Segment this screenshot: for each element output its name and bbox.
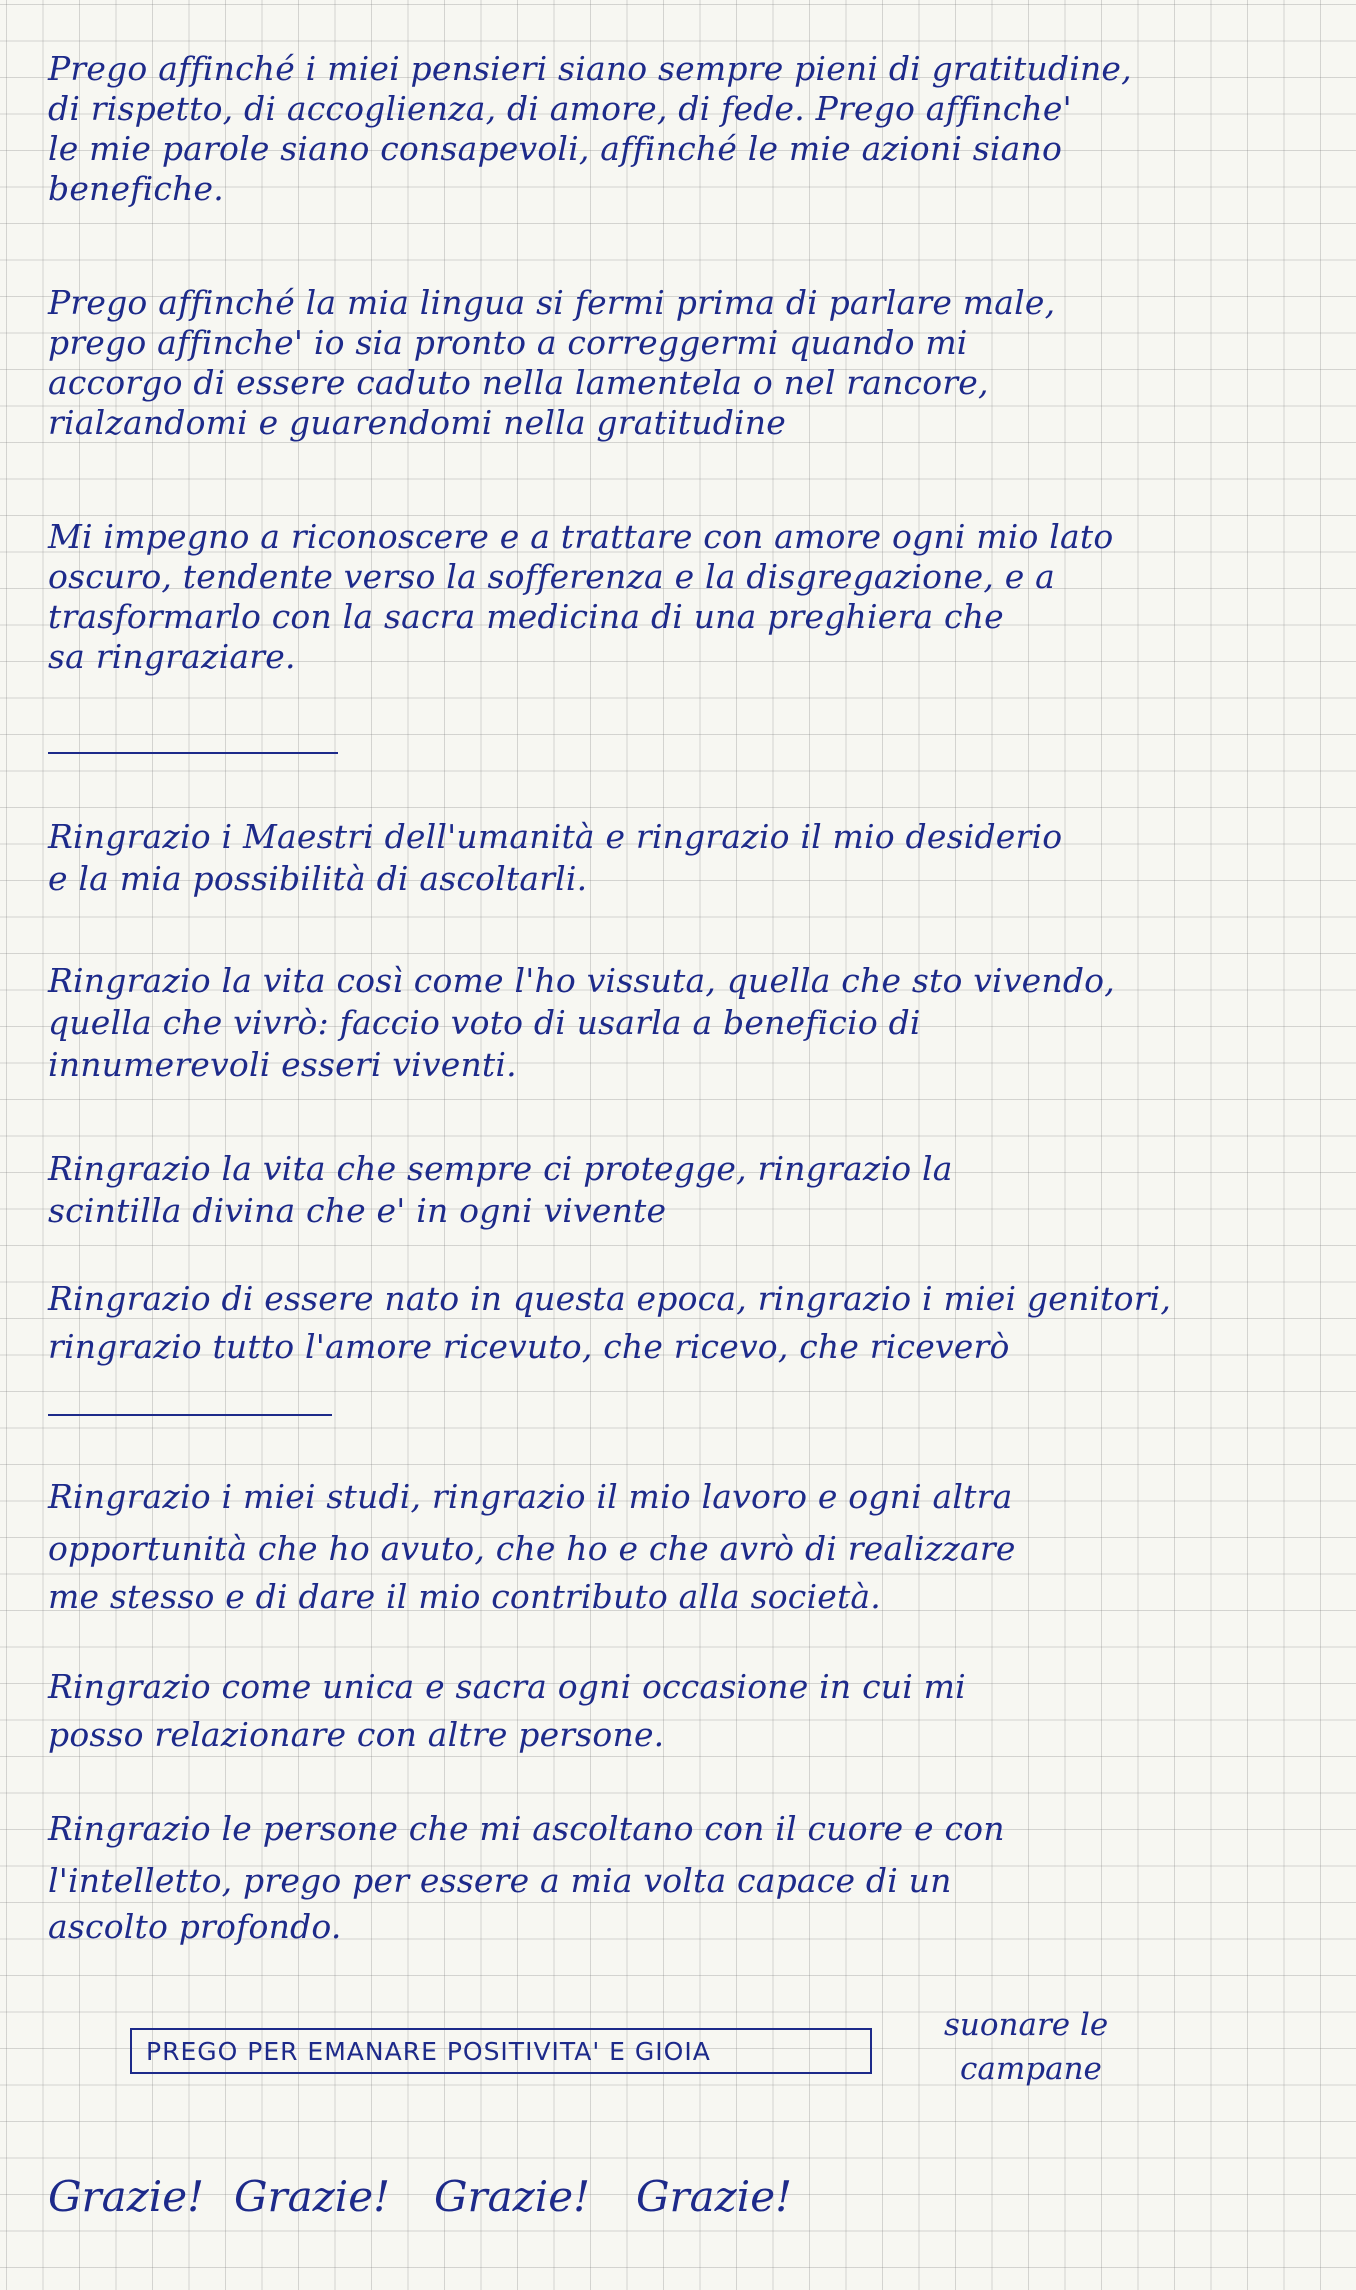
text-line: Ringrazio di essere nato in questa epoca, ringrazio i miei genitori,: [48, 1279, 1172, 1318]
text-line: Ringrazio le persone che mi ascoltano con il cuore e con: [48, 1809, 1005, 1848]
text-line: Ringrazio la vita che sempre ci protegge, ringrazio la: [48, 1149, 953, 1188]
text-line: ascolto profondo.: [48, 1907, 342, 1946]
boxed-prayer: [130, 2028, 872, 2074]
text-line: ringrazio tutto l'amore ricevuto, che ricevo, che riceverò: [48, 1327, 1010, 1366]
text-line: accorgo di essere caduto nella lamentela o nel rancore,: [48, 363, 989, 402]
text-line: Prego affinché la mia lingua si fermi prima di parlare male,: [48, 283, 1056, 322]
text-line: me stesso e di dare il mio contributo alla società.: [48, 1577, 881, 1616]
text-line: Mi impegno a riconoscere e a trattare con amore ogni mio lato: [48, 517, 1114, 556]
thanks-word: Grazie!: [234, 2172, 390, 2221]
text-line: opportunità che ho avuto, che ho e che avrò di realizzare: [48, 1529, 1016, 1568]
text-line: le mie parole siano consapevoli, affinché le mie azioni siano: [48, 129, 1063, 168]
text-line: posso relazionare con altre persone.: [48, 1715, 665, 1754]
divider-line: [48, 1414, 332, 1416]
text-line: trasformarlo con la sacra medicina di una preghiera che: [48, 597, 1004, 636]
thanks-word: Grazie!: [48, 2172, 204, 2221]
side-note-line: suonare le: [944, 2007, 1109, 2043]
side-note-line: campane: [960, 2051, 1102, 2087]
text-line: Ringrazio i Maestri dell'umanità e ringrazio il mio desiderio: [48, 817, 1063, 856]
text-line: scintilla divina che e' in ogni vivente: [48, 1191, 667, 1230]
thanks-word: Grazie!: [434, 2172, 590, 2221]
text-line: e la mia possibilità di ascoltarli.: [48, 859, 588, 898]
text-line: prego affinche' io sia pronto a correggermi quando mi: [48, 323, 968, 362]
text-line: Ringrazio i miei studi, ringrazio il mio lavoro e ogni altra: [48, 1477, 1013, 1516]
text-line: innumerevoli esseri viventi.: [48, 1045, 517, 1084]
text-line: Ringrazio la vita così come l'ho vissuta, quella che sto vivendo,: [48, 961, 1115, 1000]
text-line: quella che vivrò: faccio voto di usarla a beneficio di: [48, 1003, 921, 1042]
boxed-prayer-text: PREGO PER EMANARE POSITIVITA' E GIOIA: [146, 2036, 711, 2066]
text-line: Prego affinché i miei pensieri siano sempre pieni di gratitudine,: [48, 49, 1132, 88]
thanks-word: Grazie!: [636, 2172, 792, 2221]
text-line: oscuro, tendente verso la sofferenza e la disgregazione, e a: [48, 557, 1056, 596]
text-line: Ringrazio come unica e sacra ogni occasione in cui mi: [48, 1667, 966, 1706]
text-line: rialzandomi e guarendomi nella gratitudine: [48, 403, 786, 442]
text-line: di rispetto, di accoglienza, di amore, di fede. Prego affinche': [48, 89, 1072, 128]
text-line: sa ringraziare.: [48, 637, 296, 676]
text-line: benefiche.: [48, 169, 224, 208]
text-line: l'intelletto, prego per essere a mia volta capace di un: [48, 1861, 952, 1900]
divider-line: [48, 752, 338, 754]
